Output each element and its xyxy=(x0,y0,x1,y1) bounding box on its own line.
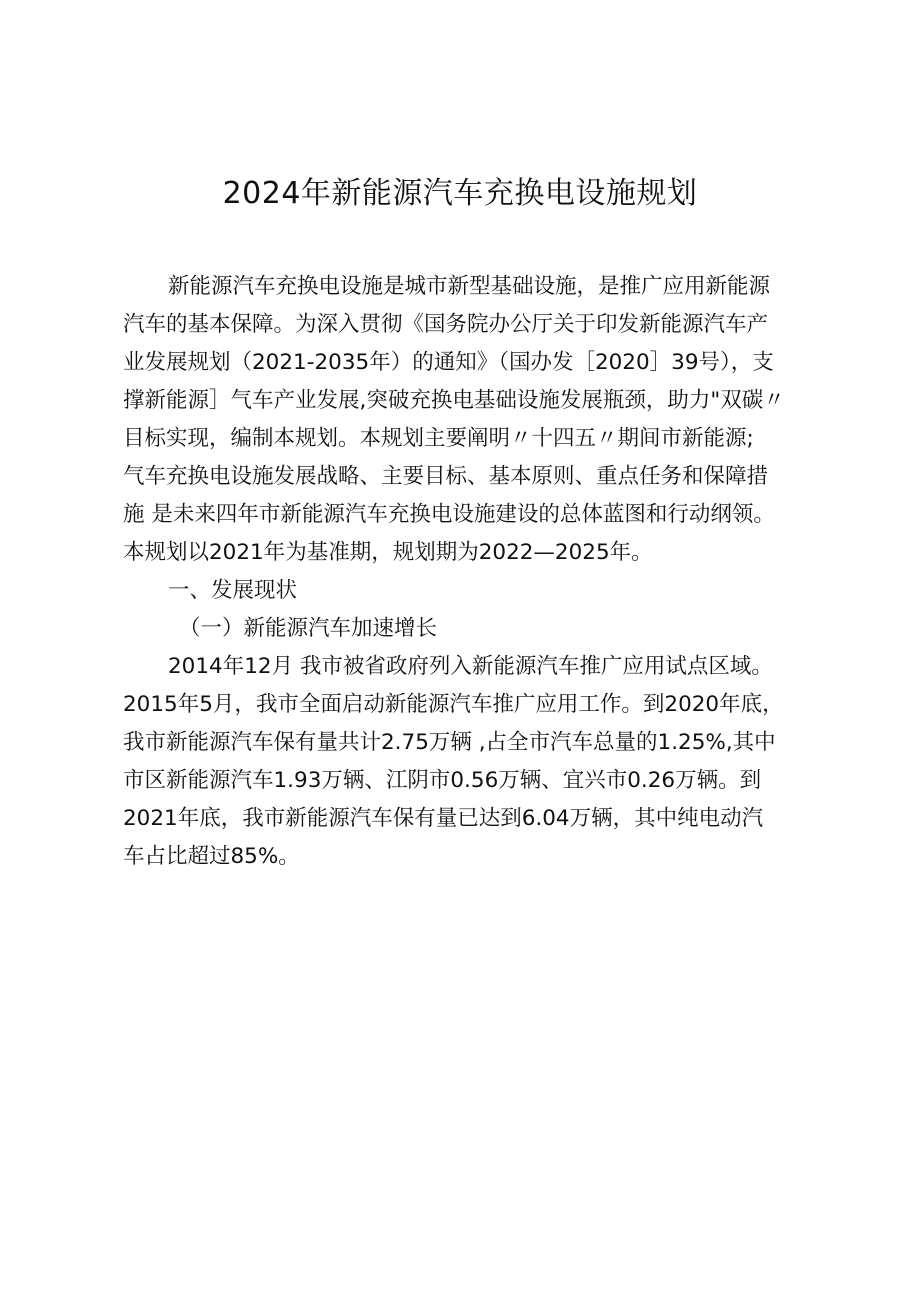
paragraph-line: 2014年12月 我市被省政府列入新能源汽车推广应用试点区域。 xyxy=(168,654,773,679)
paragraph-line: 撑新能源］气车产业发展,突破充换电基础设施发展瓶颈，助力"双碳〃 xyxy=(123,388,785,413)
paragraph-line: 施 是未来四年市新能源汽车充换电设施建设的总体蓝图和行动纲领。 xyxy=(123,502,775,527)
paragraph-line: 业发展规划（2021-2035年）的通知》（国办发［2020］39号），支 xyxy=(123,350,774,375)
paragraph-line: 目标实现，编制本规划。本规划主要阐明〃十四五〃期间市新能源; xyxy=(123,426,754,451)
section-heading: 一、发展现状 xyxy=(168,578,298,603)
document-body xyxy=(123,268,823,876)
paragraph-line: 汽车的基本保障。为深入贯彻《国务院办公厅关于印发新能源汽车产 xyxy=(123,312,769,337)
paragraph-line: 我市新能源汽车保有量共计2.75万辆 ,占全市汽车总量的1.25%,其中 xyxy=(123,730,776,755)
paragraph-line: 2021年底，我市新能源汽车保有量已达到6.04万辆，其中纯电动汽 xyxy=(123,806,764,831)
paragraph-line: 气车充换电设施发展战略、主要目标、基本原则、重点任务和保障措 xyxy=(123,464,769,489)
paragraph-line: 车占比超过85%。 xyxy=(123,844,300,869)
paragraph-line: 2015年5月，我市全面启动新能源汽车推广应用工作。到2020年底， xyxy=(123,692,784,717)
paragraph-line: 本规划以2021年为基准期，规划期为2022—2025年。 xyxy=(123,540,653,565)
subsection-heading: （一）新能源汽车加速增长 xyxy=(179,616,438,641)
paragraph-line: 市区新能源汽车1.93万辆、江阴市0.56万辆、宜兴市0.26万辆。到 xyxy=(123,768,762,793)
paragraph-line: 新能源汽车充换电设施是城市新型基础设施，是推广应用新能源 xyxy=(168,274,771,299)
document-title: 2024年新能源汽车充换电设施规划 xyxy=(222,176,698,211)
